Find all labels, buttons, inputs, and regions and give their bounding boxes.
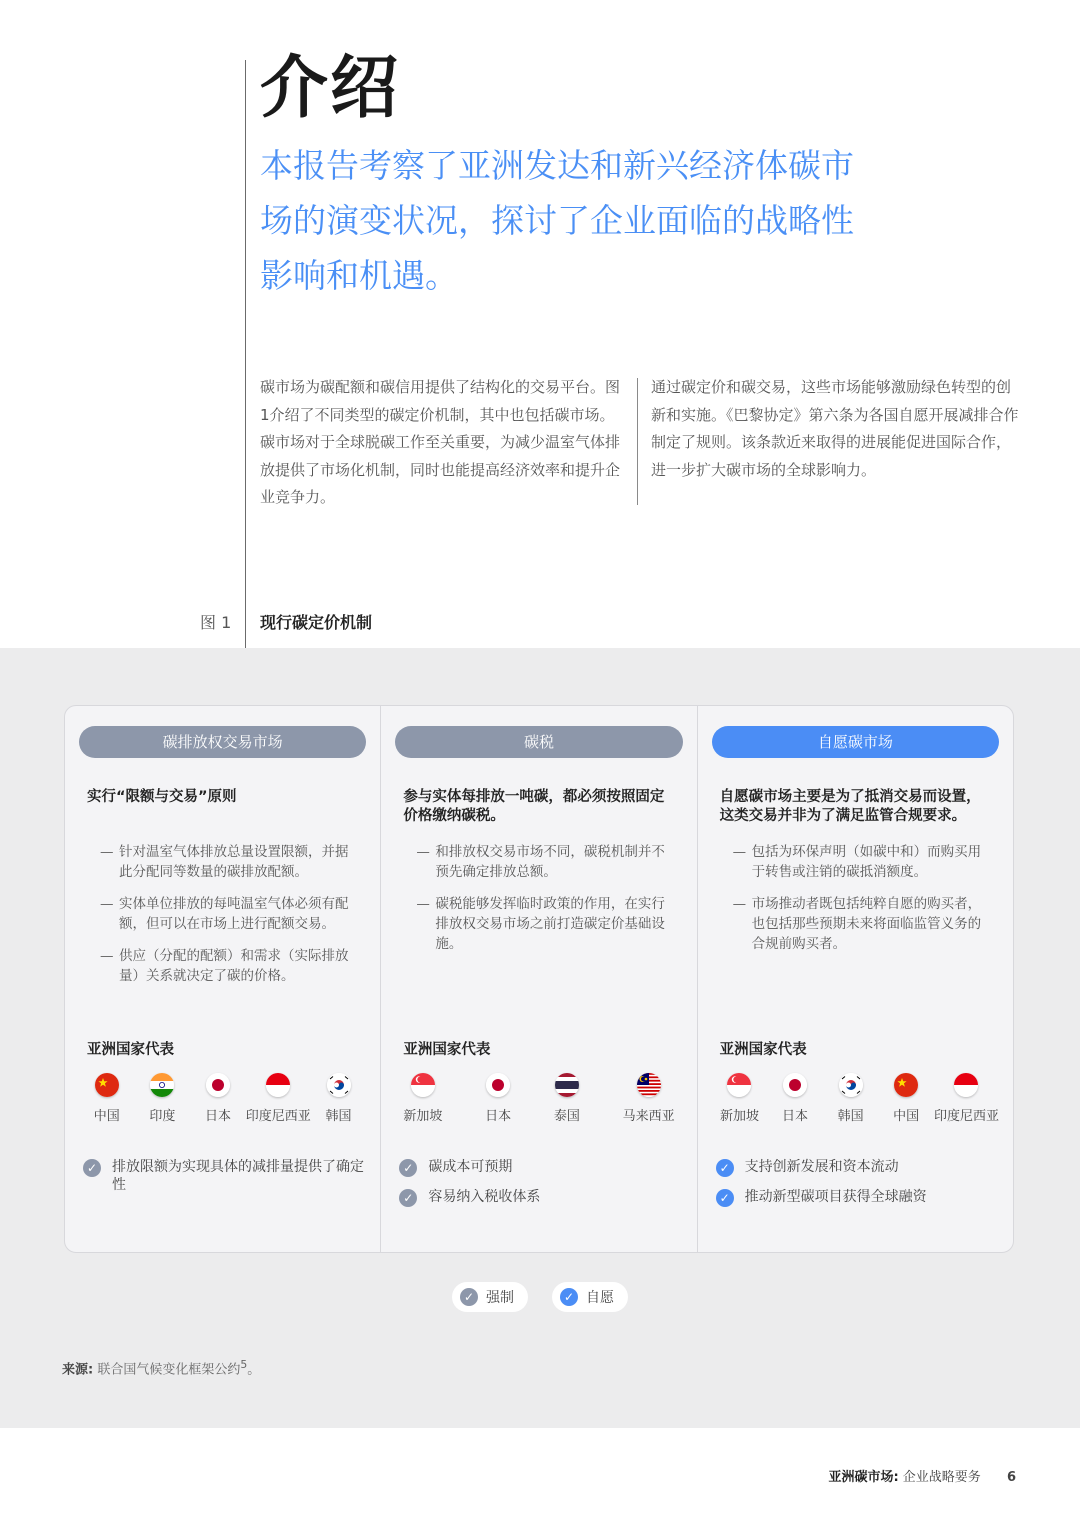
korea-flag-icon	[327, 1073, 351, 1097]
china-flag-icon	[894, 1073, 918, 1097]
ets-benefits	[79, 1158, 366, 1194]
country-name: 泰国	[553, 1109, 580, 1124]
country-name: 韩国	[837, 1109, 864, 1124]
check-icon: ✓	[399, 1159, 417, 1177]
country-china	[878, 1073, 934, 1124]
legend	[452, 1282, 652, 1312]
check-icon: ✓	[716, 1159, 734, 1177]
intro-paragraph-left: 碳市场为碳配额和碳信用提供了结构化的交易平台。图1介绍了不同类型的碳定价机制，其中也包括碳市场。碳市场对于全球脱碳工作至关重要，为减少温室气体排放提供了市场化机制，同时也能提高经济效率和提升企业竞争力。	[260, 378, 621, 506]
country-name: 新加坡	[719, 1109, 759, 1124]
benefit-item	[716, 1188, 999, 1207]
source-note	[62, 1358, 260, 1377]
benefit-item	[399, 1158, 682, 1177]
figure-title: 现行碳定价机制	[260, 613, 373, 632]
country-thailand	[554, 1073, 580, 1124]
country-singapore	[712, 1073, 768, 1124]
legend-voluntary-label: 自愿	[586, 1290, 614, 1306]
country-korea	[823, 1073, 879, 1124]
indonesia-flag-icon	[954, 1073, 978, 1097]
page-title: 介绍	[260, 49, 401, 128]
ets-heading: 实行“限额与交易”原则	[87, 789, 237, 805]
benefit-text: 支持创新发展和资本流动	[744, 1159, 899, 1175]
voluntary-market-heading: 自愿碳市场主要是为了抵消交易而设置，这类交易并非为了满足监管合规要求。	[719, 789, 981, 824]
column-ets	[65, 706, 380, 1252]
check-icon: ✓	[460, 1288, 478, 1306]
country-name: 日本	[204, 1109, 231, 1124]
country-name: 印度尼西亚	[933, 1109, 999, 1124]
footer-report-subtitle: 企业战略要务	[902, 1470, 981, 1485]
carbon-tax-bullets	[395, 842, 682, 1012]
page-subtitle: 本报告考察了亚洲发达和新兴经济体碳市场的演变状况，探讨了企业面临的战略性影响和机遇。	[260, 146, 854, 295]
singapore-flag-icon	[411, 1073, 435, 1097]
ets-pill: 碳排放权交易市场	[79, 726, 366, 758]
korea-flag-icon	[839, 1073, 863, 1097]
benefit-text: 推动新型碳项目获得全球融资	[744, 1189, 927, 1205]
column-voluntary-market	[697, 706, 1013, 1252]
carbon-tax-benefits	[395, 1158, 682, 1207]
india-flag-icon	[150, 1073, 174, 1097]
country-name: 日本	[485, 1109, 512, 1124]
check-icon: ✓	[399, 1189, 417, 1207]
thailand-flag-icon	[555, 1073, 579, 1097]
singapore-flag-icon	[727, 1073, 751, 1097]
legend-voluntary	[552, 1282, 628, 1312]
country-name: 印度	[149, 1109, 176, 1124]
ets-bullets	[79, 842, 366, 1012]
source-footnote: 5	[240, 1358, 248, 1371]
indonesia-flag-icon	[266, 1073, 290, 1097]
country-name: 日本	[782, 1109, 809, 1124]
benefit-item	[716, 1158, 999, 1177]
country-singapore	[403, 1073, 442, 1124]
source-text: 联合国气候变化框架公约	[97, 1362, 241, 1378]
list-item: — 包括为环保声明（如碳中和）而购买用于转售或注销的碳抵消额度。	[736, 842, 985, 882]
carbon-tax-representatives-title: 亚洲国家代表	[403, 1042, 491, 1058]
voluntary-market-pill: 自愿碳市场	[712, 726, 999, 758]
carbon-tax-pill: 碳税	[395, 726, 682, 758]
check-icon: ✓	[83, 1159, 101, 1177]
page-footer	[828, 1466, 1016, 1485]
carbon-tax-heading: 参与实体每排放一吨碳，都必须按照固定价格缴纳碳税。	[403, 789, 665, 824]
country-china	[79, 1073, 135, 1124]
voluntary-market-bullets	[712, 842, 999, 1012]
voluntary-market-benefits	[712, 1158, 999, 1207]
figure-number: 图 1	[200, 613, 232, 632]
benefit-text: 排放限额为实现具体的减排量提供了确定性	[112, 1159, 364, 1193]
list-item: — 供应（分配的配额）和需求（实际排放量）关系就决定了碳的价格。	[103, 946, 352, 986]
benefit-item	[399, 1188, 682, 1207]
malaysia-flag-icon	[637, 1073, 661, 1097]
japan-flag-icon	[783, 1073, 807, 1097]
japan-flag-icon	[206, 1073, 230, 1097]
country-name: 新加坡	[403, 1109, 443, 1124]
column-divider	[637, 378, 638, 505]
japan-flag-icon	[486, 1073, 510, 1097]
carbon-tax-country-list	[395, 1073, 682, 1124]
country-name: 马来西亚	[622, 1109, 675, 1124]
column-carbon-tax	[380, 706, 696, 1252]
page-number: 6	[1006, 1470, 1016, 1485]
benefit-item	[83, 1158, 366, 1194]
intro-paragraph-right: 通过碳定价和碳交易，这些市场能够激励绿色转型的创新和实施。《巴黎协定》第六条为各国自愿开展减排合作制定了规则。该条款近来取得的进展能促进国际合作，进一步扩大碳市场的全球影响力。	[651, 378, 1019, 479]
benefit-text: 碳成本可预期	[428, 1159, 513, 1175]
country-india	[135, 1073, 191, 1124]
benefit-text: 容易纳入税收体系	[428, 1189, 541, 1205]
country-japan	[485, 1073, 511, 1124]
country-indonesia	[246, 1073, 311, 1124]
ets-representatives-title: 亚洲国家代表	[87, 1042, 174, 1058]
country-japan	[190, 1073, 246, 1124]
voluntary-market-representatives-title: 亚洲国家代表	[719, 1042, 807, 1058]
source-end: 。	[247, 1362, 261, 1378]
vertical-rule	[245, 60, 246, 648]
check-icon: ✓	[716, 1189, 734, 1207]
voluntary-market-country-list	[712, 1073, 999, 1124]
country-japan	[767, 1073, 823, 1124]
country-korea	[311, 1073, 367, 1124]
list-item: — 市场推动者既包括纯粹自愿的购买者，也包括那些预期未来将面临监管义务的合规前购买者。	[736, 894, 985, 954]
china-flag-icon	[95, 1073, 119, 1097]
legend-mandatory	[452, 1282, 528, 1312]
list-item: — 实体单位排放的每吨温室气体必须有配额，但可以在市场上进行配额交易。	[103, 894, 352, 934]
pricing-mechanisms-panel	[64, 705, 1014, 1253]
country-indonesia	[934, 1073, 999, 1124]
footer-report-title: 亚洲碳市场:	[828, 1470, 899, 1485]
ets-country-list	[79, 1073, 366, 1124]
check-icon: ✓	[560, 1288, 578, 1306]
legend-mandatory-label: 强制	[486, 1290, 514, 1306]
list-item: — 和排放权交易市场不同，碳税机制并不预先确定排放总额。	[419, 842, 668, 882]
country-name: 中国	[93, 1109, 120, 1124]
list-item: — 针对温室气体排放总量设置限额，并据此分配同等数量的碳排放配额。	[103, 842, 352, 882]
country-name: 印度尼西亚	[245, 1109, 311, 1124]
country-name: 中国	[893, 1109, 920, 1124]
country-name: 韩国	[325, 1109, 352, 1124]
source-label: 来源:	[62, 1362, 94, 1378]
country-malaysia	[623, 1073, 675, 1124]
list-item: — 碳税能够发挥临时政策的作用，在实行排放权交易市场之前打造碳定价基础设施。	[419, 894, 668, 954]
